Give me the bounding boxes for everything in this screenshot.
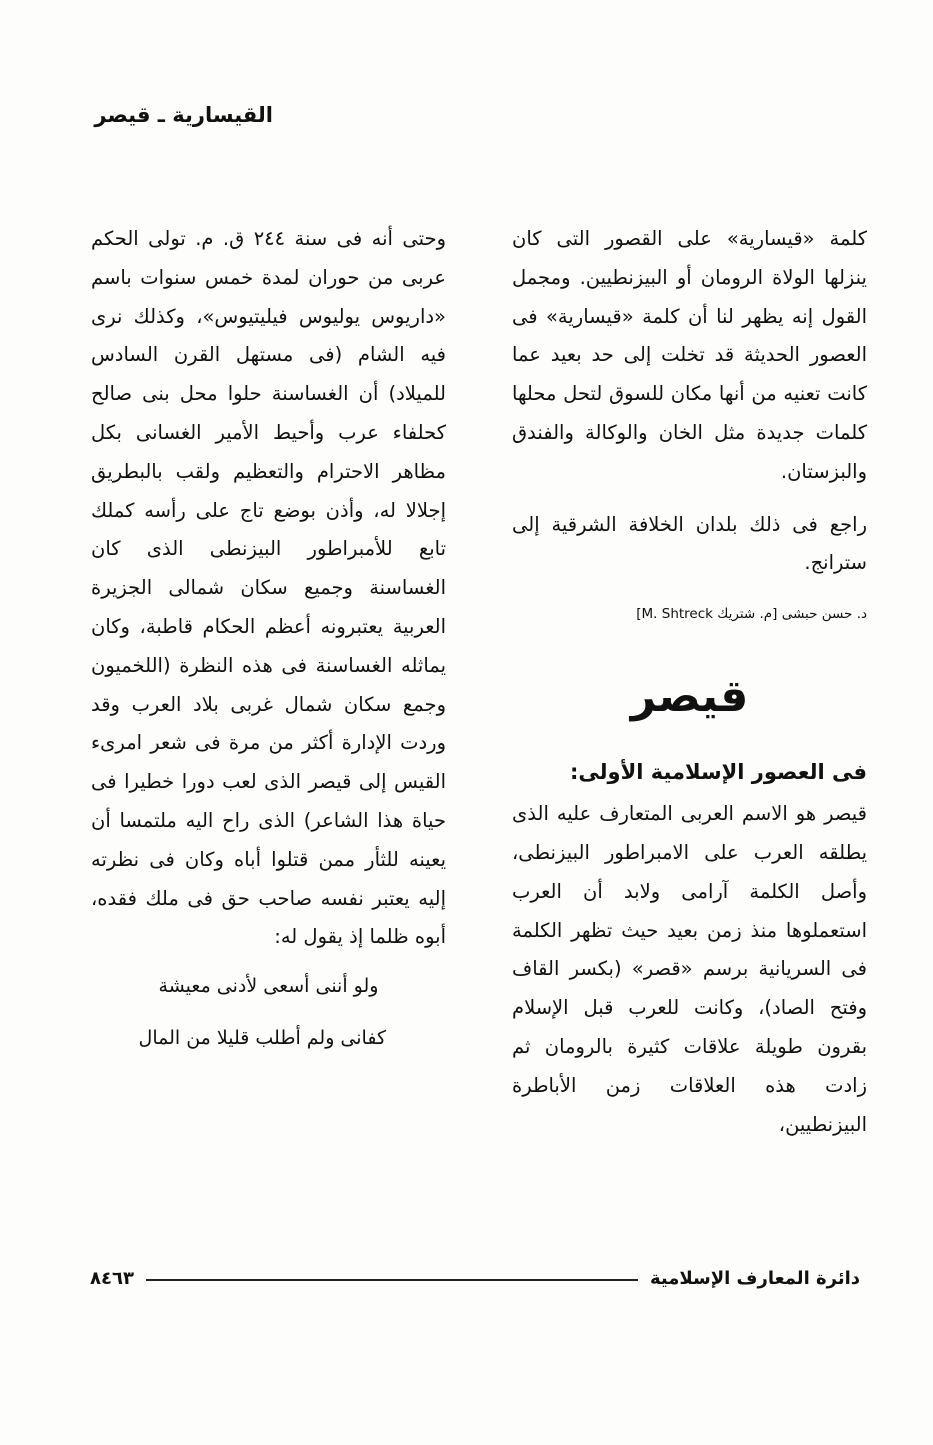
- section-subheading: فى العصور الإسلامية الأولى:: [570, 760, 867, 785]
- author-signature: د. حسن حبشى [م. شتريك M. Shtreck]: [636, 606, 867, 623]
- running-header: القيسارية ـ قيصر: [94, 103, 273, 127]
- paragraph-qaysariya-meaning: كلمة «قيسارية» على القصور التى كان ينزلها الولاة الرومان أو البيزنطيين. ومجمل القول إنه يظهر لنا أن كلمة «قيسارية» فى العصور الحديثة قد تخلت إلى حد بعيد عما كانت تعنيه من أنها مكان للسوق لتحل محلها كلمات جديدة مثل الخان والوكالة والفندق والبزستان.: [512, 227, 867, 483]
- paragraph-qaysar-intro: قيصر هو الاسم العربى المتعارف عليه الذى يطلقه العرب على الامبراطور البيزنطى، وأصل الكلمة آرامى ولابد أن العرب استعملوها منذ زمن بعيد حيث تظهر الكلمة فى السريانية برسم «قصر» (بكسر القاف وفتح الصاد)، وكانت للعرب قبل الإسلام بقرون طويلة علاقات كثيرة بالرومان ثم زادت هذه العلاقات زمن الأباطرة البيزنطيين،: [512, 802, 867, 1136]
- left-column: [91, 220, 446, 1053]
- paragraph-reference: راجع فى ذلك بلدان الخلافة الشرقية إلى سترانج.: [512, 512, 867, 575]
- paragraph-ghassanids: وحتى أنه فى سنة ٢٤٤ ق. م. تولى الحكم عربى من حوران لمدة خمس سنوات باسم «داريوس يوليوس فيليتيوس»، وكذلك نرى فيه الشام (فى مستهل القرن السادس للميلاد) أن الغساسنة حلوا محل بنى صالح كحلفاء عرب وأحيط الأمير الغسانى بكل مظاهر الاحترام والتعظيم ولقب بالبطريق إجلالا له، وأذن بوضع تاج على رأسه كملك تابع للأمبراطور البيزنطى الذى كان الغساسنة وجميع سكان شمالى الجزيرة العربية يعتبرونه أعظم الحكام قاطبة، وكان يماثله الغساسنة فى هذه النظرة (اللخميون وجمع سكان شمال غربى بلاد العرب وقد وردت الإدارة أكثر من مرة فى شعر امرىء القيس إلى قيصر الذى لعب دورا خطيرا فى حياة هذا الشاعر) الذى راح اليه ملتمسا أن يعينه للثأر ممن قتلوا أباه وكان فى نظرته إليه يعتبر نفسه صاحب حق فى ملك فقده، أبوه ظلما إذ يقول له:: [91, 227, 446, 949]
- poem-verse-2: كفانى ولم أطلب قليلا من المال: [138, 1027, 386, 1050]
- article-title: قيصر: [630, 671, 749, 723]
- footer-encyclopedia-title: دائرة المعارف الإسلامية: [649, 1267, 860, 1289]
- footer-rule: [146, 1279, 638, 1281]
- page-footer: [90, 1263, 860, 1293]
- right-column: [512, 220, 867, 1144]
- poem-verse-1: ولو أننى أسعى لأدنى معيشة: [158, 975, 379, 998]
- page-number: ٨٤٦٣: [90, 1267, 134, 1289]
